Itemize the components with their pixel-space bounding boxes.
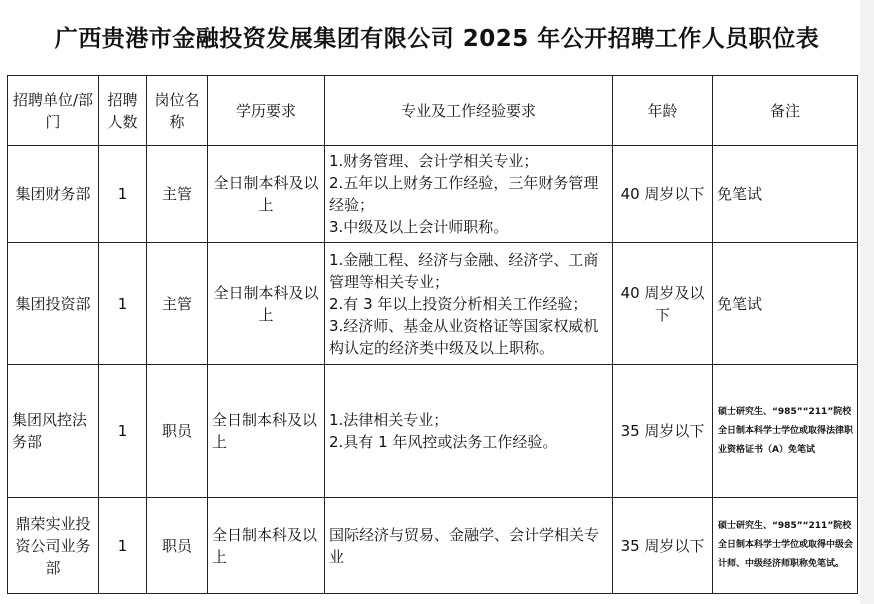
cell-age: 35 周岁以下 [613, 498, 713, 594]
experience-line: 3.经济师、基金从业资格证等国家权威机构认定的经济类中级及以上职称。 [329, 316, 599, 357]
header-notes: 备注 [713, 76, 858, 146]
cell-notes: 免笔试 [713, 243, 858, 365]
experience-line: 1.金融工程、经济与金融、经济学、工商管理等相关专业； [329, 250, 599, 291]
cell-experience [325, 498, 613, 594]
cell-age: 40 周岁以下 [613, 146, 713, 243]
header-count: 招聘人数 [99, 76, 147, 146]
cell-notes: 免笔试 [713, 146, 858, 243]
header-unit: 招聘单位/部门 [8, 76, 99, 146]
experience-line: 2.五年以上财务工作经验，三年财务管理经验； [329, 174, 599, 214]
cell-position: 职员 [147, 365, 208, 498]
header-row [8, 76, 858, 146]
cell-education: 全日制本科及以上 [208, 243, 325, 365]
experience-line: 3.中级及以上会计师职称。 [329, 218, 509, 236]
cell-education: 全日制本科及以上 [208, 498, 325, 594]
cell-age: 35 周岁以下 [613, 365, 713, 498]
right-edge-shade [860, 0, 874, 604]
cell-age: 40 周岁及以下 [613, 243, 713, 365]
cell-count: 1 [99, 365, 147, 498]
cell-experience [325, 243, 613, 365]
cell-notes: 硕士研究生、“985”“211”院校全日制本科学士学位或取得中级会计师、中级经济师职称免笔试。 [713, 498, 858, 594]
cell-experience [325, 365, 613, 498]
cell-position: 主管 [147, 146, 208, 243]
cell-position: 职员 [147, 498, 208, 594]
experience-line: 2.有 3 年以上投资分析相关工作经验； [329, 294, 588, 313]
cell-unit: 集团投资部 [8, 243, 99, 365]
experience-line: 1.法律相关专业； [329, 411, 449, 429]
cell-education: 全日制本科及以上 [208, 146, 325, 243]
cell-count: 1 [99, 146, 147, 243]
experience-line: 1.财务管理、会计学相关专业； [329, 152, 539, 170]
cell-unit: 鼎荣实业投资公司业务部 [8, 498, 99, 594]
table-row [8, 243, 858, 365]
header-experience: 专业及工作经验要求 [325, 76, 613, 146]
experience-line: 国际经济与贸易、金融学、会计学相关专业 [329, 525, 600, 566]
job-table [7, 75, 858, 594]
header-position: 岗位名称 [147, 76, 208, 146]
cell-count: 1 [99, 498, 147, 594]
table-row [8, 498, 858, 594]
cell-unit: 集团风控法务部 [8, 365, 99, 498]
header-age: 年龄 [613, 76, 713, 146]
cell-position: 主管 [147, 243, 208, 365]
cell-notes: 硕士研究生、“985”“211”院校全日制本科学士学位或取得法律职业资格证书（A）免笔试 [713, 365, 858, 498]
page-title: 广西贵港市金融投资发展集团有限公司 2025 年公开招聘工作人员职位表 [54, 26, 820, 52]
cell-education: 全日制本科及以上 [208, 365, 325, 498]
table-row [8, 146, 858, 243]
header-education: 学历要求 [208, 76, 325, 146]
cell-unit: 集团财务部 [8, 146, 99, 243]
cell-count: 1 [99, 243, 147, 365]
cell-experience [325, 146, 613, 243]
table-row [8, 365, 858, 498]
experience-line: 2.具有 1 年风控或法务工作经验。 [329, 433, 558, 451]
